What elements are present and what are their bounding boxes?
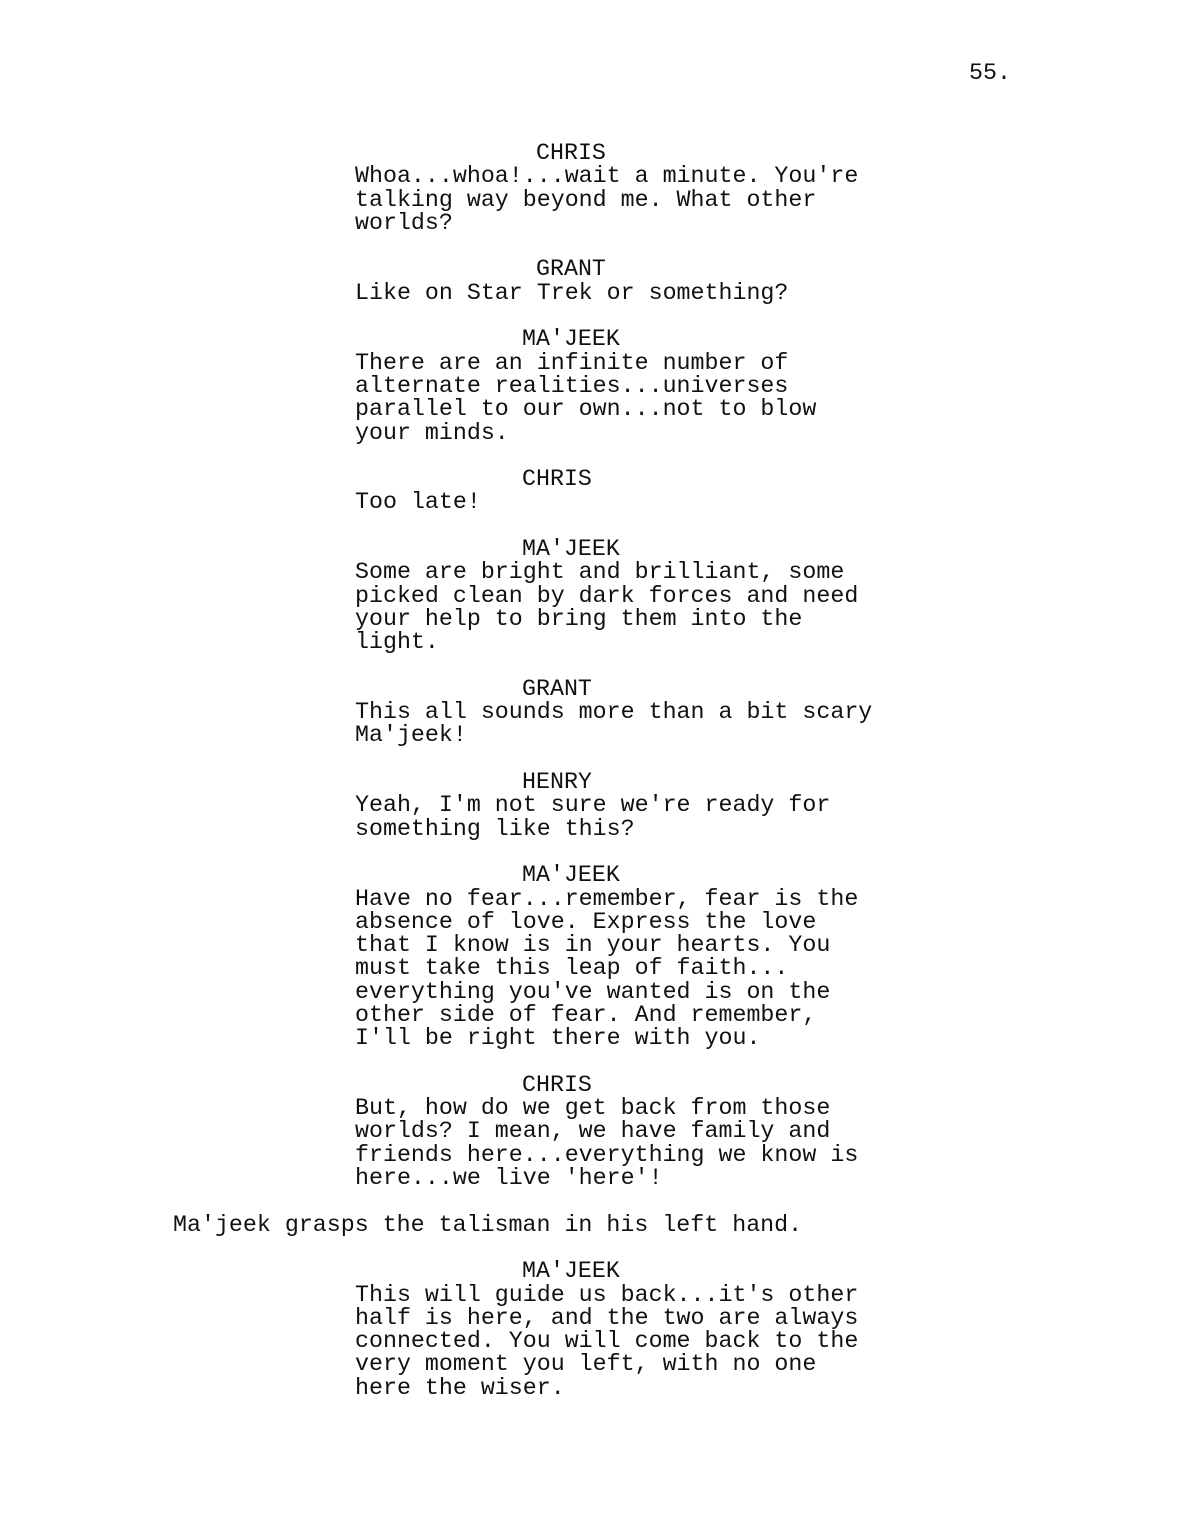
- character-name: MA'JEEK: [522, 326, 620, 353]
- dialogue-line: There are an infinite number of: [355, 349, 789, 376]
- dialogue-line: your help to bring them into the: [355, 605, 803, 632]
- dialogue-line: light.: [355, 629, 439, 656]
- dialogue-line: here the wiser.: [355, 1374, 565, 1401]
- character-name: MA'JEEK: [522, 862, 620, 889]
- dialogue-line: that I know is in your hearts. You: [355, 932, 831, 959]
- dialogue-line: I'll be right there with you.: [355, 1025, 761, 1052]
- dialogue-line: alternate realities...universes: [355, 372, 789, 399]
- dialogue-block: [0, 1071, 1187, 1192]
- dialogue-line: everything you've wanted is on the: [355, 978, 831, 1005]
- dialogue-line: half is here, and the two are always: [355, 1304, 859, 1331]
- action-line: Ma'jeek grasps the talisman in his left hand.: [173, 1211, 803, 1238]
- dialogue-block: [0, 538, 1187, 654]
- dialogue-line: here...we live 'here'!: [355, 1165, 663, 1192]
- dialogue-line: worlds?: [355, 209, 453, 236]
- dialogue-block: [0, 864, 1187, 1050]
- character-name: CHRIS: [522, 1071, 592, 1098]
- character-name: CHRIS: [522, 466, 592, 493]
- dialogue-block: [0, 771, 1187, 841]
- dialogue-block: [0, 328, 1187, 444]
- dialogue-line: Too late!: [355, 489, 481, 516]
- dialogue-block: [0, 675, 1187, 749]
- dialogue-line: Like on Star Trek or something?: [355, 279, 789, 306]
- character-name: GRANT: [522, 675, 592, 702]
- dialogue-block: [0, 258, 1187, 305]
- dialogue-block: [0, 1260, 1187, 1400]
- dialogue-line: Yeah, I'm not sure we're ready for: [355, 792, 831, 819]
- dialogue-line: Ma'jeek!: [355, 722, 467, 749]
- dialogue-line: your minds.: [355, 419, 509, 446]
- character-name: MA'JEEK: [522, 1258, 620, 1285]
- dialogue-line: This all sounds more than a bit scary: [355, 699, 873, 726]
- character-name: HENRY: [522, 769, 592, 796]
- dialogue-line: very moment you left, with no one: [355, 1351, 817, 1378]
- dialogue-line: This will guide us back...it's other: [355, 1281, 859, 1308]
- dialogue-block: [0, 468, 1187, 515]
- character-name: GRANT: [536, 256, 606, 283]
- character-name: CHRIS: [536, 140, 606, 166]
- dialogue-line: picked clean by dark forces and need: [355, 582, 859, 609]
- dialogue-line: must take this leap of faith...: [355, 955, 789, 982]
- dialogue-line: connected. You will come back to the: [355, 1328, 859, 1355]
- dialogue-line: absence of love. Express the love: [355, 908, 817, 935]
- dialogue-line: But, how do we get back from those: [355, 1095, 831, 1122]
- screenplay-body: [0, 142, 1187, 1423]
- dialogue-line: Whoa...whoa!...wait a minute. You're: [355, 163, 859, 190]
- dialogue-line: Some are bright and brilliant, some: [355, 559, 845, 586]
- dialogue-block: [0, 142, 1187, 235]
- dialogue-line: friends here...everything we know is: [355, 1141, 859, 1168]
- dialogue-line: talking way beyond me. What other: [355, 186, 817, 213]
- character-name: MA'JEEK: [522, 536, 620, 563]
- dialogue-line: worlds? I mean, we have family and: [355, 1118, 831, 1145]
- dialogue-line: Have no fear...remember, fear is the: [355, 885, 859, 912]
- page-number: 55.: [969, 60, 1011, 86]
- dialogue-line: parallel to our own...not to blow: [355, 396, 817, 423]
- dialogue-line: something like this?: [355, 815, 635, 842]
- dialogue-line: other side of fear. And remember,: [355, 1001, 817, 1028]
